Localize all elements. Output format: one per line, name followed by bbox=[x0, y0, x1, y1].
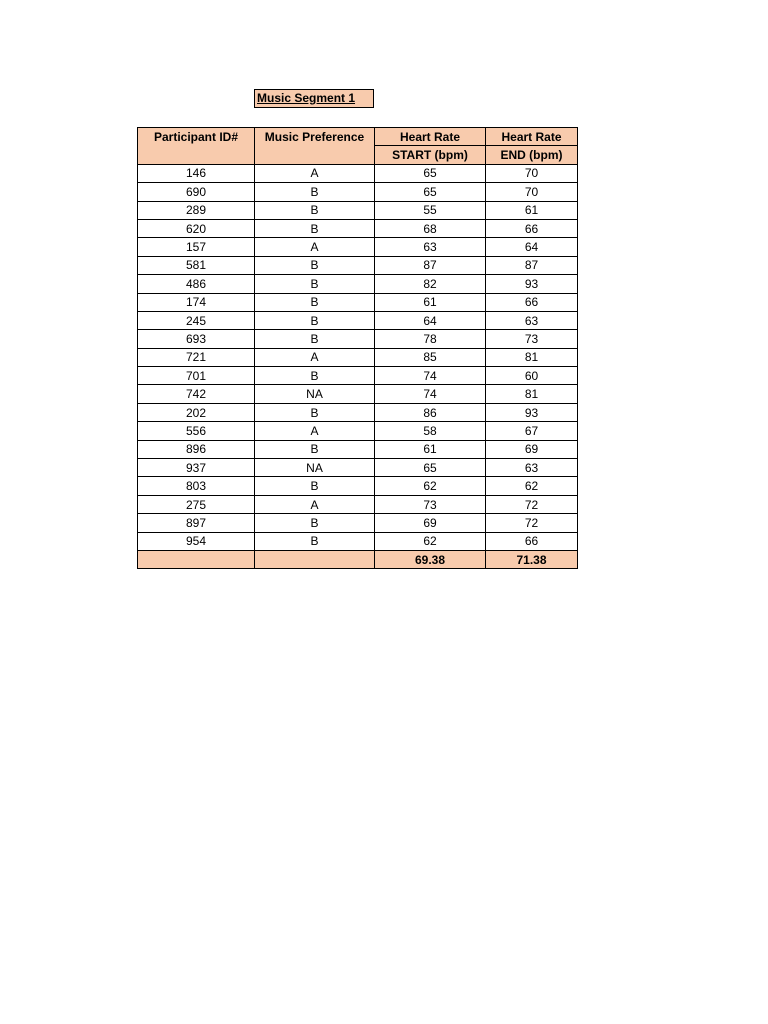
totals-row bbox=[138, 550, 578, 568]
hr-end-cell: 73 bbox=[486, 330, 578, 348]
participant-id-cell: 275 bbox=[138, 495, 255, 513]
music-preference-cell: B bbox=[255, 256, 375, 274]
table-body bbox=[138, 164, 578, 550]
table-row bbox=[138, 403, 578, 421]
hr-end-cell: 66 bbox=[486, 293, 578, 311]
hr-end-cell: 69 bbox=[486, 440, 578, 458]
participant-id-cell: 245 bbox=[138, 311, 255, 329]
hr-start-cell: 85 bbox=[375, 348, 486, 366]
table-row bbox=[138, 293, 578, 311]
hr-end-cell: 66 bbox=[486, 532, 578, 550]
music-preference-cell: B bbox=[255, 330, 375, 348]
table-row bbox=[138, 238, 578, 256]
participant-id-cell: 721 bbox=[138, 348, 255, 366]
table-row bbox=[138, 164, 578, 182]
header-participant-id: Participant ID# bbox=[138, 128, 255, 165]
hr-start-cell: 74 bbox=[375, 385, 486, 403]
table-row bbox=[138, 275, 578, 293]
table-row bbox=[138, 348, 578, 366]
hr-end-cell: 64 bbox=[486, 238, 578, 256]
header-row-1 bbox=[138, 128, 578, 146]
hr-end-cell: 67 bbox=[486, 422, 578, 440]
participant-id-cell: 690 bbox=[138, 183, 255, 201]
participant-id-cell: 174 bbox=[138, 293, 255, 311]
hr-start-cell: 78 bbox=[375, 330, 486, 348]
hr-end-cell: 63 bbox=[486, 311, 578, 329]
table-row bbox=[138, 201, 578, 219]
hr-end-cell: 61 bbox=[486, 201, 578, 219]
hr-end-cell: 81 bbox=[486, 385, 578, 403]
participant-id-cell: 896 bbox=[138, 440, 255, 458]
hr-end-cell: 66 bbox=[486, 219, 578, 237]
participant-id-cell: 693 bbox=[138, 330, 255, 348]
hr-end-cell: 81 bbox=[486, 348, 578, 366]
hr-start-cell: 61 bbox=[375, 293, 486, 311]
table-row bbox=[138, 532, 578, 550]
hr-end-cell: 93 bbox=[486, 275, 578, 293]
average-start-cell: 69.38 bbox=[375, 550, 486, 568]
hr-start-cell: 65 bbox=[375, 183, 486, 201]
participant-id-cell: 486 bbox=[138, 275, 255, 293]
participant-id-cell: 581 bbox=[138, 256, 255, 274]
hr-start-cell: 64 bbox=[375, 311, 486, 329]
hr-start-cell: 82 bbox=[375, 275, 486, 293]
participant-id-cell: 289 bbox=[138, 201, 255, 219]
table-row bbox=[138, 422, 578, 440]
hr-start-cell: 58 bbox=[375, 422, 486, 440]
header-hr-start-line1: Heart Rate bbox=[375, 128, 486, 146]
music-preference-cell: A bbox=[255, 348, 375, 366]
heart-rate-table bbox=[137, 127, 578, 569]
hr-end-cell: 72 bbox=[486, 514, 578, 532]
music-preference-cell: B bbox=[255, 311, 375, 329]
hr-end-cell: 70 bbox=[486, 164, 578, 182]
totals-preference-cell bbox=[255, 550, 375, 568]
table-row bbox=[138, 385, 578, 403]
participant-id-cell: 701 bbox=[138, 367, 255, 385]
music-preference-cell: B bbox=[255, 403, 375, 421]
hr-end-cell: 70 bbox=[486, 183, 578, 201]
table-row bbox=[138, 256, 578, 274]
header-hr-end-line2: END (bpm) bbox=[486, 146, 578, 164]
sheet-title bbox=[254, 89, 374, 108]
music-preference-cell: B bbox=[255, 532, 375, 550]
participant-id-cell: 897 bbox=[138, 514, 255, 532]
participant-id-cell: 157 bbox=[138, 238, 255, 256]
participant-id-cell: 146 bbox=[138, 164, 255, 182]
music-preference-cell: A bbox=[255, 164, 375, 182]
hr-start-cell: 55 bbox=[375, 201, 486, 219]
music-preference-cell: NA bbox=[255, 385, 375, 403]
table-row bbox=[138, 514, 578, 532]
table-row bbox=[138, 477, 578, 495]
table-row bbox=[138, 311, 578, 329]
table-row bbox=[138, 330, 578, 348]
header-music-preference: Music Preference bbox=[255, 128, 375, 165]
hr-end-cell: 60 bbox=[486, 367, 578, 385]
hr-end-cell: 72 bbox=[486, 495, 578, 513]
hr-start-cell: 62 bbox=[375, 477, 486, 495]
hr-start-cell: 69 bbox=[375, 514, 486, 532]
table-row bbox=[138, 440, 578, 458]
music-preference-cell: B bbox=[255, 293, 375, 311]
participant-id-cell: 556 bbox=[138, 422, 255, 440]
participant-id-cell: 954 bbox=[138, 532, 255, 550]
hr-start-cell: 62 bbox=[375, 532, 486, 550]
table-row bbox=[138, 459, 578, 477]
table-row bbox=[138, 183, 578, 201]
header-hr-start-line2: START (bpm) bbox=[375, 146, 486, 164]
hr-end-cell: 93 bbox=[486, 403, 578, 421]
participant-id-cell: 937 bbox=[138, 459, 255, 477]
hr-start-cell: 87 bbox=[375, 256, 486, 274]
hr-end-cell: 63 bbox=[486, 459, 578, 477]
participant-id-cell: 803 bbox=[138, 477, 255, 495]
hr-start-cell: 65 bbox=[375, 459, 486, 477]
sheet-title-text: Music Segment 1 bbox=[257, 91, 356, 105]
participant-id-cell: 620 bbox=[138, 219, 255, 237]
hr-end-cell: 87 bbox=[486, 256, 578, 274]
hr-start-cell: 65 bbox=[375, 164, 486, 182]
participant-id-cell: 742 bbox=[138, 385, 255, 403]
hr-start-cell: 61 bbox=[375, 440, 486, 458]
music-preference-cell: NA bbox=[255, 459, 375, 477]
hr-start-cell: 63 bbox=[375, 238, 486, 256]
hr-start-cell: 73 bbox=[375, 495, 486, 513]
table-row bbox=[138, 367, 578, 385]
music-preference-cell: B bbox=[255, 275, 375, 293]
music-preference-cell: B bbox=[255, 367, 375, 385]
music-preference-cell: B bbox=[255, 477, 375, 495]
music-preference-cell: A bbox=[255, 422, 375, 440]
average-end-cell: 71.38 bbox=[486, 550, 578, 568]
music-preference-cell: B bbox=[255, 201, 375, 219]
hr-start-cell: 86 bbox=[375, 403, 486, 421]
hr-start-cell: 74 bbox=[375, 367, 486, 385]
table-row bbox=[138, 495, 578, 513]
totals-participant-cell bbox=[138, 550, 255, 568]
music-preference-cell: B bbox=[255, 219, 375, 237]
music-preference-cell: B bbox=[255, 440, 375, 458]
music-preference-cell: A bbox=[255, 495, 375, 513]
hr-start-cell: 68 bbox=[375, 219, 486, 237]
table-row bbox=[138, 219, 578, 237]
music-preference-cell: B bbox=[255, 183, 375, 201]
music-preference-cell: A bbox=[255, 238, 375, 256]
participant-id-cell: 202 bbox=[138, 403, 255, 421]
header-hr-end-line1: Heart Rate bbox=[486, 128, 578, 146]
music-preference-cell: B bbox=[255, 514, 375, 532]
hr-end-cell: 62 bbox=[486, 477, 578, 495]
